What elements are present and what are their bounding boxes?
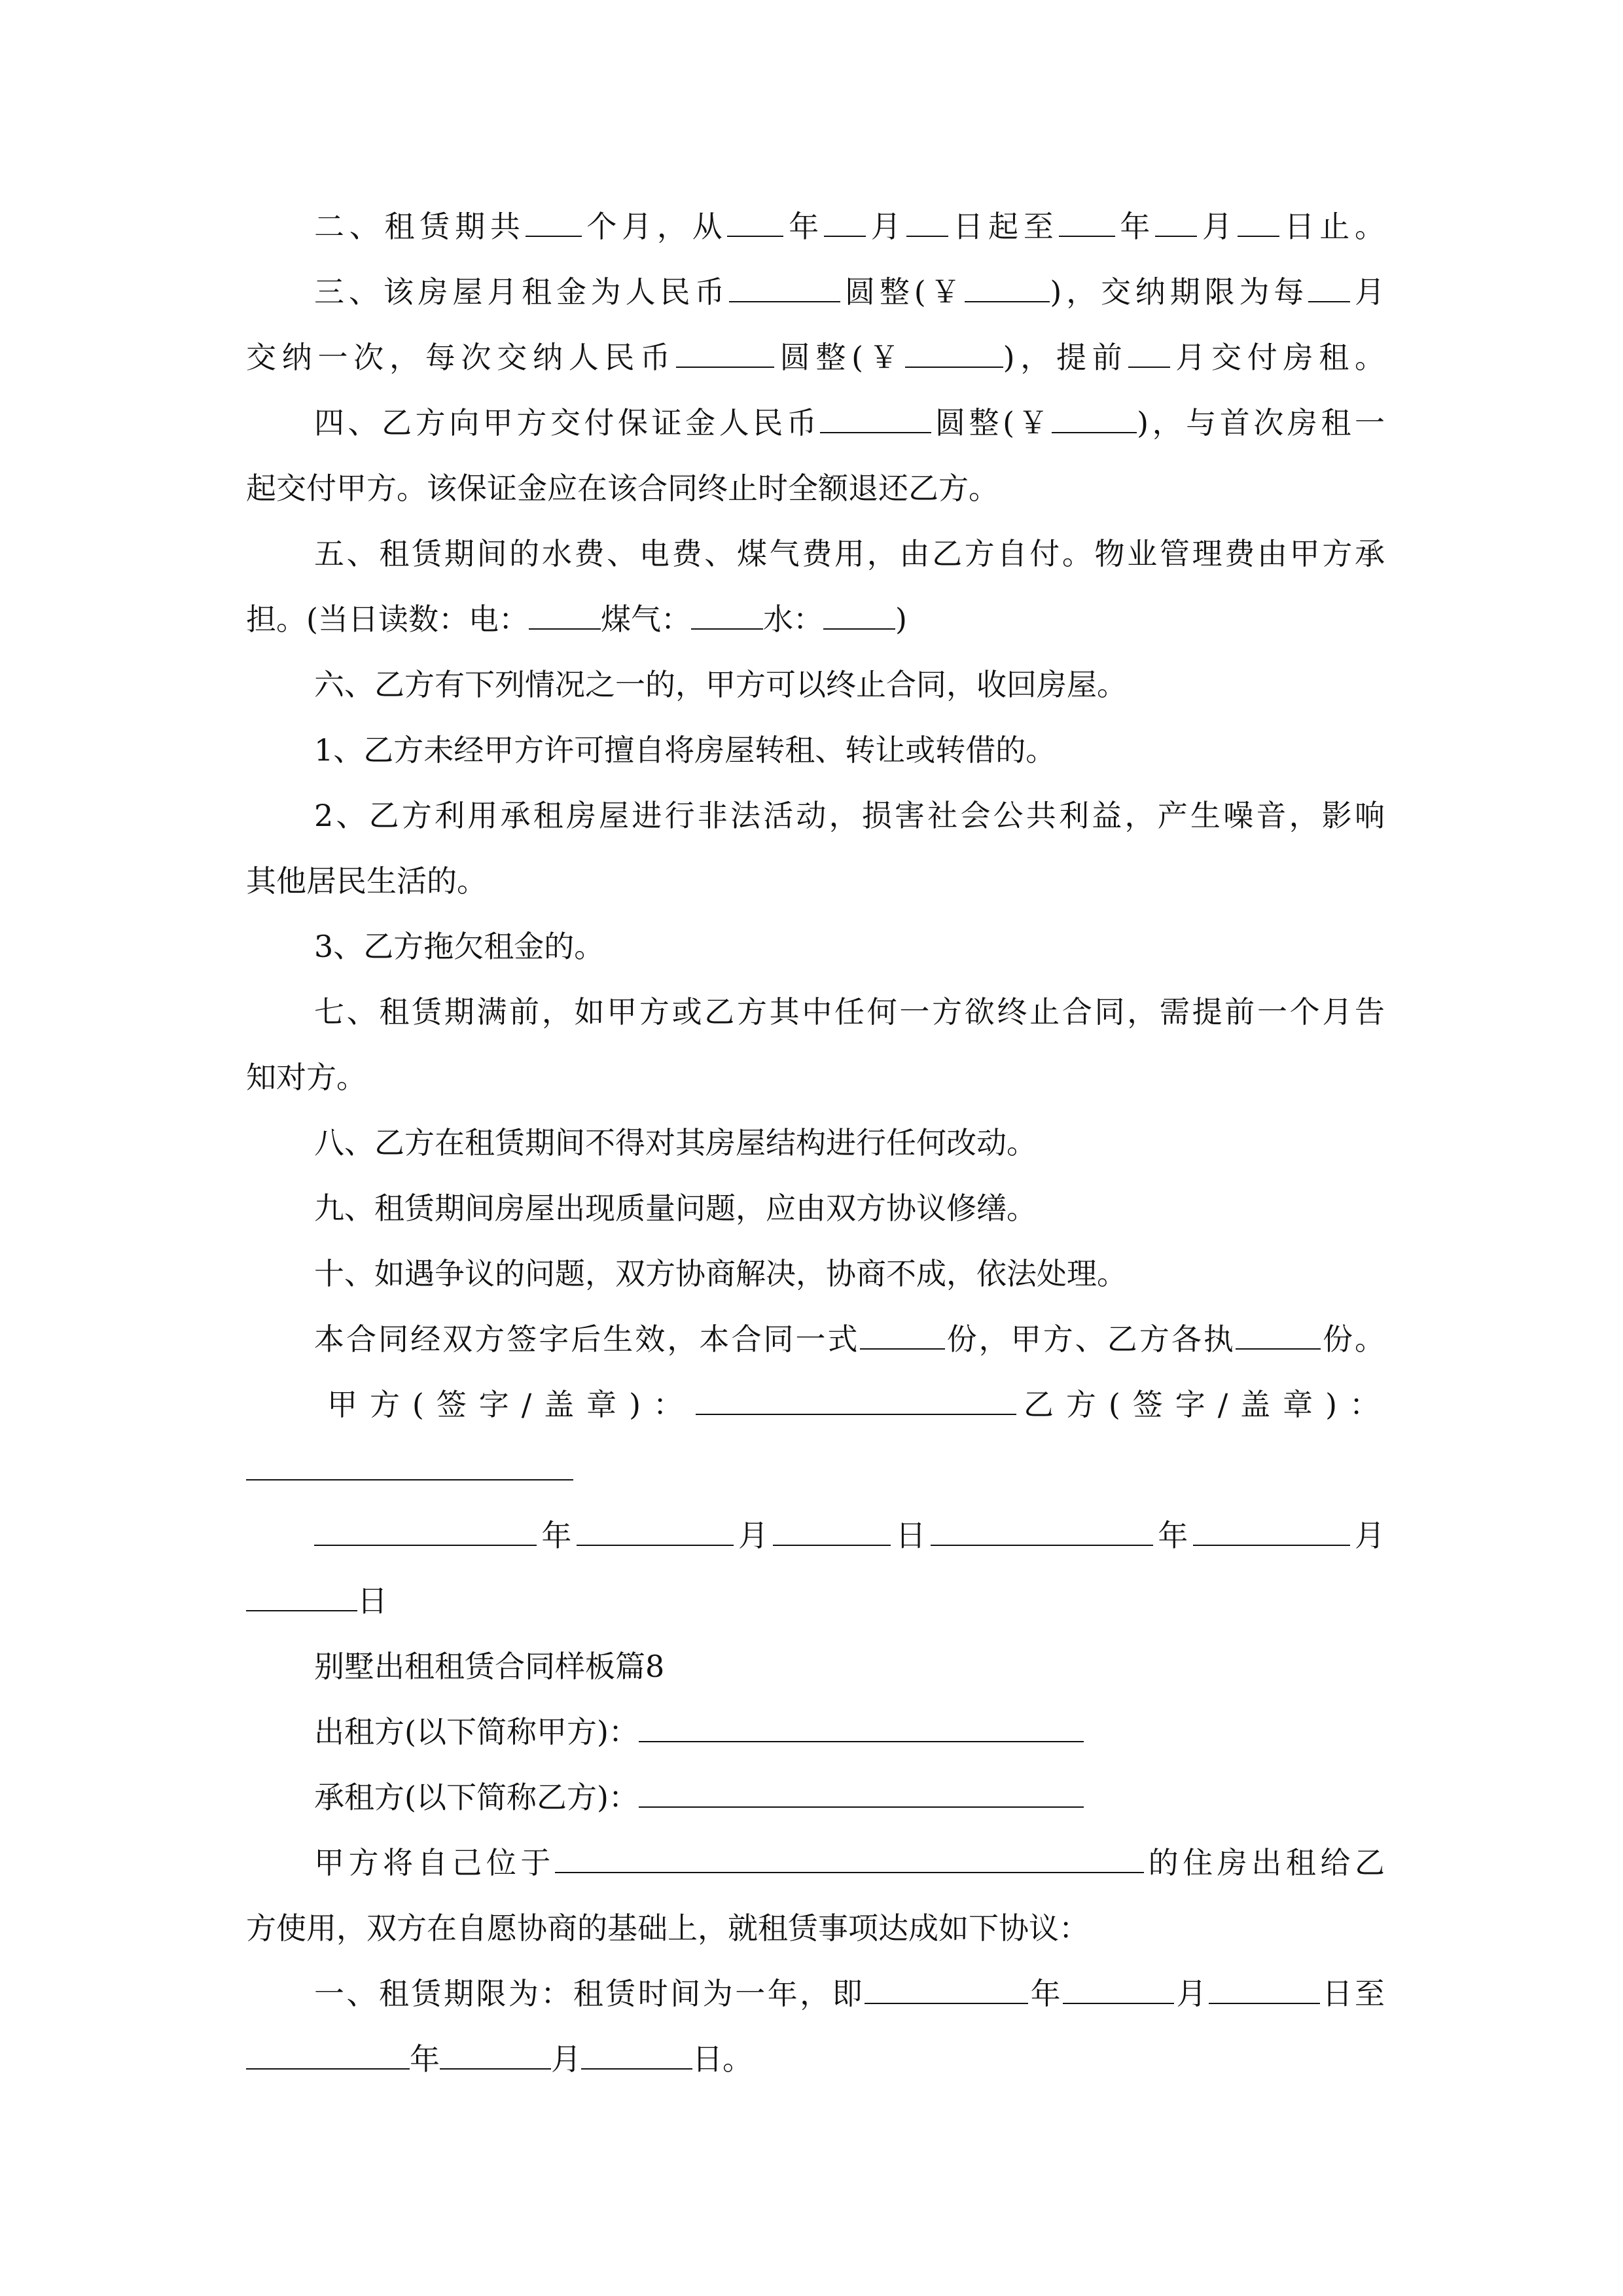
party-b-signature-blank [246,1449,573,1480]
signature-date-line: 年 月 日 年 月 [314,1503,1385,1568]
end-day-blank [1238,206,1279,237]
clause-4-deposit-cont: 起交付甲方。该保证金应在该合同终止时全额退还乙方。 [246,471,999,506]
start-year-blank [727,206,783,237]
term-start-year-blank [865,1973,1028,2004]
start-month-blank [824,206,866,237]
clause-3-rent: 三、该房屋月租金为人民币 圆整(￥ )，交纳期限为每 月 [314,259,1385,325]
property-address-blank [555,1842,1144,1873]
clause-7-early-termination: 七、租赁期满前，如甲方或乙方其中任何一方欲终止合同，需提前一个月告 [314,994,1385,1030]
clause-5-meter-readings: 担。(当日读数：电： 煤气： 水： ) [246,586,1385,652]
new-clause-1-term: 一、租赁期限为：租赁时间为一年，即 年 月 日至 [314,1961,1385,2026]
payment-period-blank [1308,271,1350,302]
clause-2-lease-term: 二、租赁期共 个月，从 年 月 日起至 年 月 日止。 [314,194,1385,259]
clause-6-item-3: 3、乙方拖欠租金的。 [314,929,605,964]
party-b-signature-label: 乙方(签字/盖章)： [1016,1387,1385,1422]
copies-each-blank [1236,1318,1321,1350]
property-location-cont: 方使用，双方在自愿协商的基础上，就租赁事项达成如下协议： [246,1910,1089,1946]
term-start-month-blank [1063,1973,1174,2004]
party-b-month-blank [1193,1515,1350,1546]
party-b-year-blank [931,1515,1153,1546]
end-year-blank [1059,206,1115,237]
new-clause-1-term-cont: 年 月 日。 [246,2026,1385,2092]
party-a-signature-blank [696,1384,1016,1415]
party-a-year-blank [314,1515,537,1546]
lessor-line: 出租方(以下简称甲方)： [314,1699,1385,1765]
signature-date-cont: 日 [246,1568,1385,1634]
electricity-reading-blank [529,598,601,630]
clause-9-repairs: 九、租赁期间房屋出现质量问题，应由双方协议修缮。 [314,1191,1037,1226]
water-reading-blank [823,598,895,630]
rent-amount-blank [729,271,840,302]
deposit-amount-blank [820,402,931,433]
clause-8-alterations: 八、乙方在租赁期间不得对其房屋结构进行任何改动。 [314,1125,1037,1160]
property-location-line: 甲方将自己位于 的住房出租给乙 [314,1830,1385,1895]
gas-reading-blank [691,598,763,630]
section-title: 别墅出租租赁合同样板篇8 [314,1649,665,1684]
term-start-day-blank [1209,1973,1320,2004]
rent-figure-blank [965,271,1050,302]
advance-months-blank [1128,336,1170,368]
term-end-month-blank [440,2038,551,2070]
party-b-signature-row [246,1437,1385,1503]
party-a-month-blank [577,1515,734,1546]
party-a-signature-label: 甲方(签字/盖章)： [327,1387,696,1422]
end-month-blank [1155,206,1197,237]
clause-6-item-1: 1、乙方未经甲方许可擅自将房屋转租、转让或转借的。 [314,732,1056,768]
term-end-year-blank [246,2038,410,2070]
months-blank [526,206,582,237]
clause-3-rent-cont: 交纳一次，每次交纳人民币 圆整(￥ )，提前 月交付房租。 [246,325,1385,390]
start-day-blank [906,206,948,237]
payment-amount-blank [676,336,774,368]
party-a-day-blank [773,1515,891,1546]
total-copies-blank [860,1318,945,1350]
clause-4-deposit: 四、乙方向甲方交付保证金人民币 圆整(￥ )，与首次房租一 [314,390,1385,456]
lessee-name-blank [639,1776,1084,1808]
clause-10-disputes: 十、如遇争议的问题，双方协商解决，协商不成，依法处理。 [314,1256,1127,1291]
clause-7-cont: 知对方。 [246,1060,366,1095]
clause-6-item-2: 2、乙方利用承租房屋进行非法活动，损害社会公共利益，产生噪音，影响 [314,798,1385,833]
payment-figure-blank [905,336,1003,368]
deposit-figure-blank [1052,402,1137,433]
signature-line [327,1372,1385,1437]
party-b-day-blank [246,1580,357,1611]
term-end-day-blank [581,2038,692,2070]
copies-clause: 本合同经双方签字后生效，本合同一式 份，甲方、乙方各执 份。 [314,1306,1385,1372]
lessor-name-blank [639,1711,1084,1742]
clause-6-item-2-cont: 其他居民生活的。 [246,863,487,899]
lessee-line: 承租方(以下简称乙方)： [314,1765,1385,1830]
clause-5-utilities: 五、租赁期间的水费、电费、煤气费用，由乙方自付。物业管理费由甲方承 [314,536,1385,571]
clause-6-termination: 六、乙方有下列情况之一的，甲方可以终止合同，收回房屋。 [314,667,1127,702]
